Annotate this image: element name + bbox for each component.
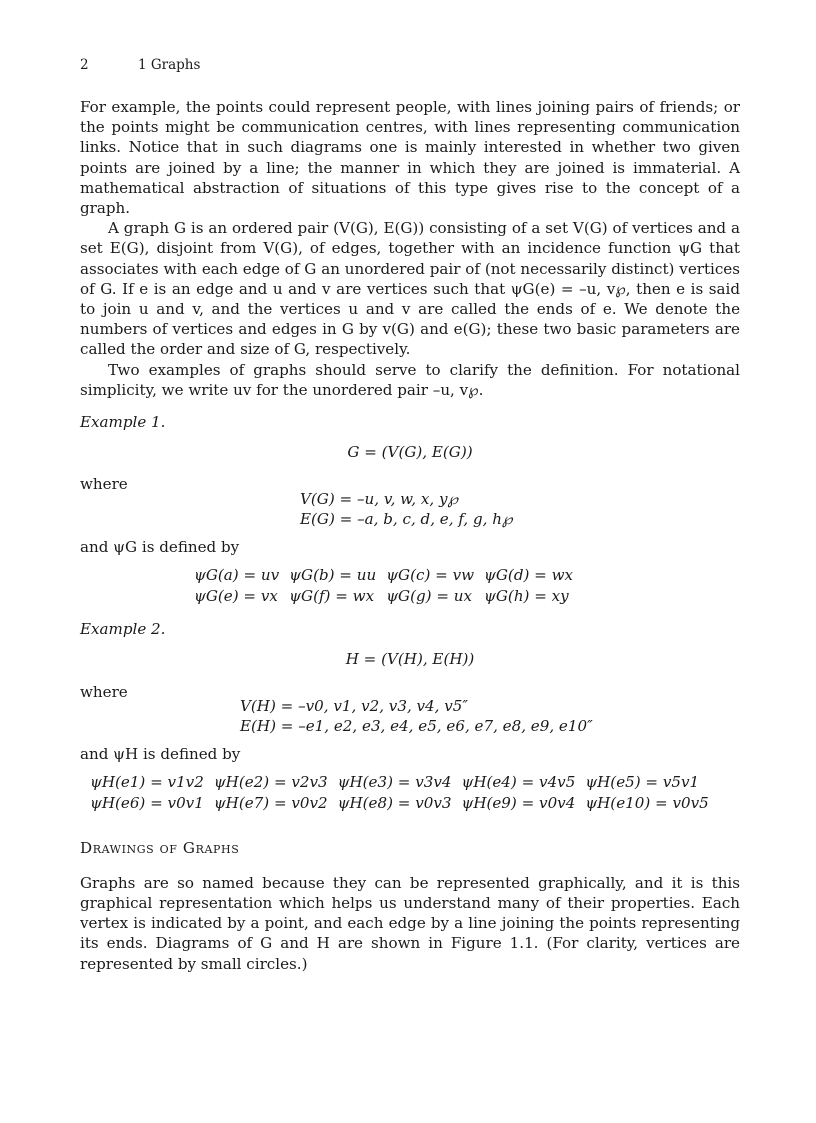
example-2-where: where — [80, 682, 128, 701]
table-row — [90, 772, 719, 793]
table-cell: ψG(d) = wx — [484, 566, 574, 585]
example-2-edge-set: E(H) = –e1, e2, e3, e4, e5, e6, e7, e8, e9, e10″ — [240, 717, 593, 736]
example-1-label: Example 1. — [80, 413, 166, 432]
table-cell: ψG(h) = xy — [484, 587, 569, 606]
table-cell: ψG(g) = ux — [386, 587, 473, 606]
table-row — [90, 793, 719, 814]
paragraph-graph-definition: A graph G is an ordered pair (V(G), E(G)) consisting of a set V(G) of vertices and a set E(G), disjoint from V(G), of edges, together with an incidence function ψG that associates with each edge of G an unordered pair of (not necessarily distinct) vertices of G. If e is an edge and u and v are vertices such that ψG(e) = –u, v℘, then e is said to join u and v, and the vertices u and v are called the ends of e. We denote the numbers of vertices and edges in G by v(G) and e(G); these two basic parameters are called the order and size of G, respectively. — [80, 219, 740, 359]
example-1-sets — [300, 489, 740, 529]
example-1-display-equation: G = (V(G), E(G)) — [347, 443, 473, 462]
running-header — [80, 55, 740, 75]
table-cell: ψH(e4) = v4v5 — [461, 773, 576, 792]
section-heading: Drawings of Graphs — [80, 839, 240, 858]
example-2-display-equation: H = (V(H), E(H)) — [345, 650, 475, 669]
table-cell: ψH(e10) = v0v5 — [585, 794, 709, 813]
table-cell: ψG(f) = wx — [289, 587, 375, 606]
paragraph-intro: For example, the points could represent people, with lines joining pairs of friends; or the points might be communication centres, with lines representing communication links. Notice that in such diagrams one is mainly interested in whether two given points are joined by a line; the manner in which they are joined is immaterial. A mathematical abstraction of situations of this type gives rise to the concept of a graph. — [80, 98, 740, 218]
example-2-defined-by: and ψH is defined by — [80, 745, 241, 764]
table-cell: ψG(b) = uu — [289, 566, 377, 585]
paragraph-drawings: Graphs are so named because they can be represented graphically, and it is this graphical representation which helps us understand many of their properties. Each vertex is indicated by a point, and each edge by a line joining the points representing its ends. Diagrams of G and H are shown in Figure 1.1. (For clarity, vertices are represented by small circles.) — [80, 873, 740, 973]
example-1-vertex-set: V(G) = –u, v, w, x, y℘ — [300, 489, 459, 508]
table-cell: ψG(e) = vx — [194, 587, 278, 606]
example-2-vertex-set: V(H) = –v0, v1, v2, v3, v4, v5″ — [240, 696, 469, 715]
table-cell: ψH(e6) = v0v1 — [90, 794, 204, 813]
page — [80, 55, 740, 974]
table-cell: ψH(e8) = v0v3 — [337, 794, 452, 813]
example-2-sets — [240, 696, 740, 736]
example-1-edge-set: E(G) = –a, b, c, d, e, f, g, h℘ — [300, 509, 513, 528]
table-cell: ψH(e5) = v5v1 — [585, 773, 700, 792]
example-1-where: where — [80, 475, 128, 494]
table-cell: ψG(a) = uv — [194, 566, 280, 585]
paragraph-notation: Two examples of graphs should serve to clarify the definition. For notational simplicity, we write uv for the unordered pair –u, v℘. — [80, 360, 740, 399]
table-cell: ψH(e3) = v3v4 — [337, 773, 452, 792]
table-cell: ψH(e7) = v0v2 — [213, 794, 328, 813]
table-cell: ψH(e2) = v2v3 — [213, 773, 328, 792]
page-number: 2 — [80, 57, 89, 73]
table-cell: ψH(e1) = v1v2 — [90, 773, 204, 792]
example-1-defined-by: and ψG is defined by — [80, 538, 240, 557]
example-2-incidence-table — [90, 772, 719, 814]
example-2-label: Example 2. — [80, 620, 166, 639]
table-row — [194, 565, 583, 586]
running-title: 1 Graphs — [138, 57, 201, 73]
table-cell: ψG(c) = vw — [386, 566, 475, 585]
table-cell: ψH(e9) = v0v4 — [461, 794, 576, 813]
table-row — [194, 586, 583, 607]
example-1-incidence-table — [194, 565, 583, 607]
